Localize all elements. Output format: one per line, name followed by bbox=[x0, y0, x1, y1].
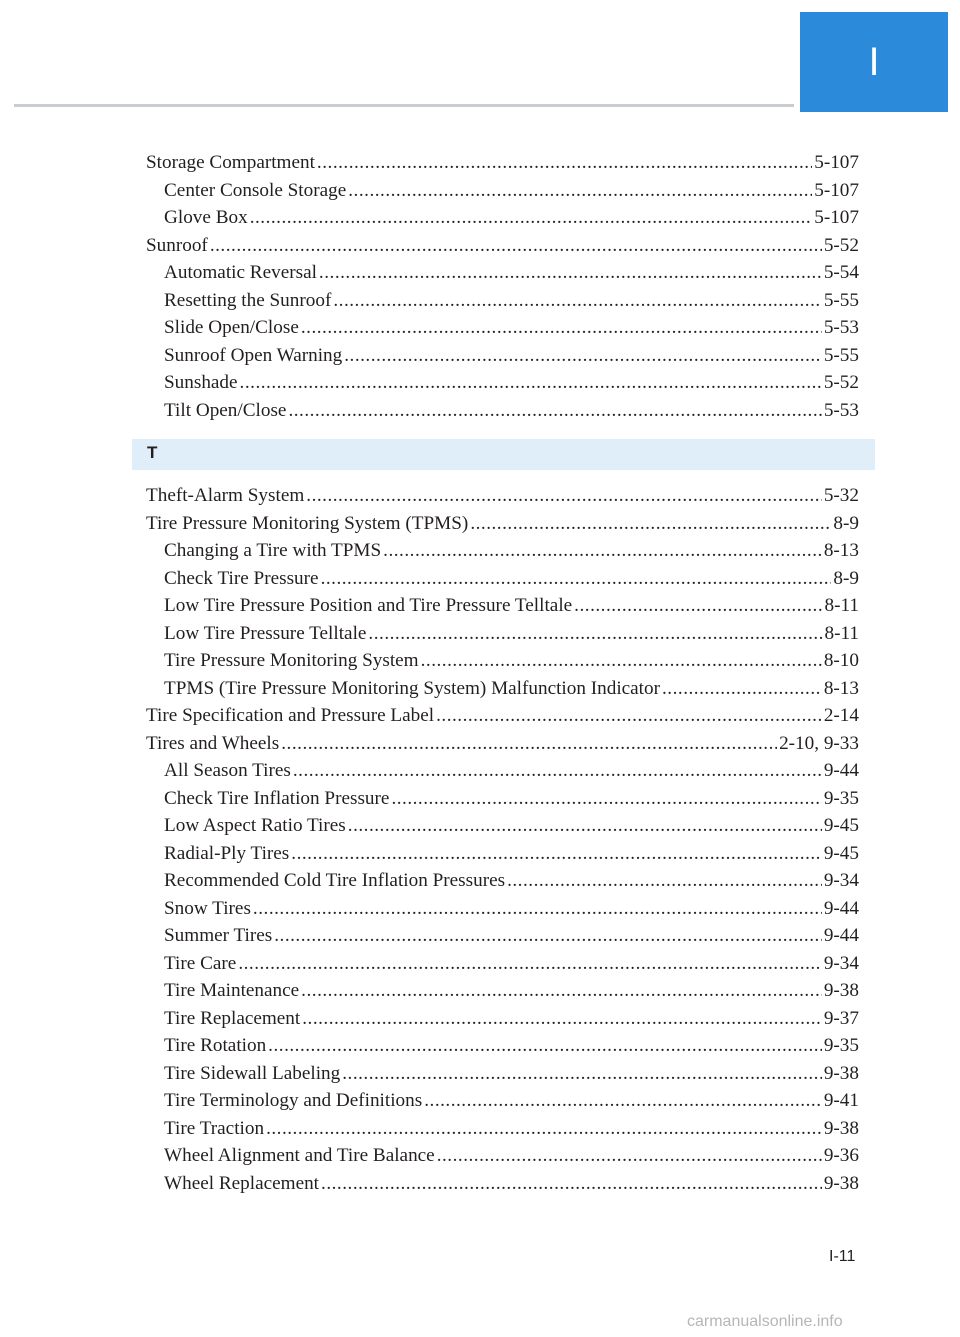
header-rule bbox=[14, 104, 794, 107]
index-entry bbox=[146, 149, 859, 177]
entry-label: Radial-Ply Tires bbox=[164, 842, 290, 864]
dot-leader bbox=[368, 620, 822, 648]
dot-leader bbox=[238, 950, 822, 978]
index-block-t bbox=[146, 482, 859, 1197]
index-entry bbox=[146, 620, 859, 648]
entry-label: Tire Traction bbox=[164, 1117, 265, 1139]
dot-leader bbox=[344, 342, 822, 370]
index-tab bbox=[800, 12, 948, 112]
entry-label: Tire Specification and Pressure Label bbox=[146, 705, 435, 726]
entry-page: 8-13 bbox=[823, 540, 859, 561]
dot-leader bbox=[436, 702, 822, 730]
entry-page: 9-34 bbox=[823, 952, 859, 974]
index-entry bbox=[146, 177, 859, 205]
dot-leader bbox=[321, 565, 832, 593]
entry-label: Storage Compartment bbox=[146, 152, 315, 173]
index-entry bbox=[146, 675, 859, 703]
dot-leader bbox=[321, 1170, 822, 1198]
entry-label: Low Tire Pressure Position and Tire Pressure Telltale bbox=[164, 595, 573, 616]
dot-leader bbox=[424, 1087, 822, 1115]
entry-page: 9-44 bbox=[823, 760, 859, 781]
entry-label: Sunshade bbox=[164, 372, 238, 393]
index-entry bbox=[146, 757, 859, 785]
index-entry bbox=[146, 922, 859, 950]
dot-leader bbox=[210, 232, 822, 260]
entry-page: 9-37 bbox=[823, 1007, 859, 1029]
index-entry bbox=[146, 592, 859, 620]
entry-label: Tire Pressure Monitoring System (TPMS) bbox=[146, 512, 469, 534]
entry-label: Tires and Wheels bbox=[146, 732, 280, 754]
index-entry bbox=[146, 287, 859, 315]
entry-page: 5-52 bbox=[823, 372, 859, 393]
entry-page: 8-9 bbox=[833, 567, 859, 589]
index-entry bbox=[146, 482, 859, 510]
entry-page: 9-44 bbox=[823, 925, 859, 946]
entry-page: 5-52 bbox=[823, 234, 859, 256]
dot-leader bbox=[507, 867, 822, 895]
entry-label: Tire Maintenance bbox=[164, 980, 300, 1001]
entry-page: 9-38 bbox=[823, 1117, 859, 1139]
entry-label: Resetting the Sunroof bbox=[164, 289, 332, 311]
entry-page: 5-107 bbox=[814, 179, 859, 201]
dot-leader bbox=[574, 592, 822, 620]
entry-page: 5-53 bbox=[823, 317, 859, 338]
entry-page: 5-107 bbox=[814, 152, 859, 173]
dot-leader bbox=[333, 287, 821, 315]
dot-leader bbox=[301, 977, 822, 1005]
index-entry bbox=[146, 204, 859, 232]
index-entry bbox=[146, 1115, 859, 1143]
index-entry bbox=[146, 730, 859, 758]
dot-leader bbox=[268, 1032, 822, 1060]
index-entry bbox=[146, 1170, 859, 1198]
section-header-t bbox=[132, 439, 875, 470]
index-entry bbox=[146, 702, 859, 730]
entry-page: 8-13 bbox=[823, 677, 859, 699]
entry-page: 8-10 bbox=[823, 650, 859, 671]
index-entry bbox=[146, 1060, 859, 1088]
entry-label: Low Aspect Ratio Tires bbox=[164, 815, 346, 836]
entry-label: Sunroof bbox=[146, 234, 208, 256]
index-entry bbox=[146, 1032, 859, 1060]
index-entry bbox=[146, 314, 859, 342]
entry-page: 9-41 bbox=[823, 1090, 859, 1111]
index-entry bbox=[146, 1005, 859, 1033]
index-entry bbox=[146, 785, 859, 813]
index-entry bbox=[146, 840, 859, 868]
index-entry bbox=[146, 565, 859, 593]
dot-leader bbox=[266, 1115, 822, 1143]
index-entry bbox=[146, 895, 859, 923]
entry-page: 9-44 bbox=[823, 897, 859, 919]
entry-label: Theft-Alarm System bbox=[146, 485, 305, 506]
section-letter: T bbox=[147, 443, 158, 462]
dot-leader bbox=[348, 177, 812, 205]
index-entry bbox=[146, 867, 859, 895]
entry-label: Automatic Reversal bbox=[164, 262, 317, 283]
dot-leader bbox=[470, 510, 831, 538]
watermark: carmanualsonline.info bbox=[687, 1313, 843, 1330]
entry-page: 9-35 bbox=[823, 1035, 859, 1056]
entry-page: 9-35 bbox=[823, 787, 859, 809]
dot-leader bbox=[301, 314, 822, 342]
entry-page: 5-55 bbox=[823, 289, 859, 311]
index-entry bbox=[146, 812, 859, 840]
dot-leader bbox=[662, 675, 822, 703]
index-entry bbox=[146, 977, 859, 1005]
page-number: I-11 bbox=[829, 1248, 856, 1265]
dot-leader bbox=[293, 757, 822, 785]
entry-label: Tire Replacement bbox=[164, 1007, 301, 1029]
dot-leader bbox=[302, 1005, 822, 1033]
entry-label: Recommended Cold Tire Inflation Pressures bbox=[164, 870, 506, 891]
entry-label: Wheel Replacement bbox=[164, 1172, 320, 1194]
entry-page: 5-53 bbox=[823, 399, 859, 421]
dot-leader bbox=[342, 1060, 822, 1088]
entry-page: 9-36 bbox=[823, 1145, 859, 1166]
entry-label: Center Console Storage bbox=[164, 179, 347, 201]
entry-label: All Season Tires bbox=[164, 760, 291, 781]
index-entry bbox=[146, 232, 859, 260]
dot-leader bbox=[274, 922, 822, 950]
index-entry bbox=[146, 647, 859, 675]
index-entry bbox=[146, 369, 859, 397]
index-entry bbox=[146, 537, 859, 565]
index-block-s bbox=[146, 149, 859, 424]
dot-leader bbox=[250, 204, 813, 232]
entry-page: 8-11 bbox=[824, 595, 859, 616]
dot-leader bbox=[306, 482, 822, 510]
entry-label: Tire Care bbox=[164, 952, 237, 974]
entry-page: 5-107 bbox=[814, 207, 859, 228]
entry-page: 9-45 bbox=[823, 815, 859, 836]
entry-label: Tilt Open/Close bbox=[164, 399, 287, 421]
entry-label: Slide Open/Close bbox=[164, 317, 299, 338]
entry-label: TPMS (Tire Pressure Monitoring System) Malfunction Indicator bbox=[164, 677, 660, 699]
entry-page: 2-10, 9-33 bbox=[779, 732, 859, 754]
dot-leader bbox=[383, 537, 822, 565]
entry-label: Snow Tires bbox=[164, 897, 251, 919]
entry-label: Tire Sidewall Labeling bbox=[164, 1062, 341, 1084]
entry-page: 8-11 bbox=[824, 622, 859, 644]
dot-leader bbox=[291, 840, 822, 868]
entry-label: Changing a Tire with TPMS bbox=[164, 540, 382, 561]
entry-page: 8-9 bbox=[833, 512, 859, 534]
dot-leader bbox=[391, 785, 821, 813]
index-entry bbox=[146, 1087, 859, 1115]
entry-label: Low Tire Pressure Telltale bbox=[164, 622, 367, 644]
dot-leader bbox=[240, 369, 822, 397]
entry-page: 9-38 bbox=[823, 1172, 859, 1194]
dot-leader bbox=[348, 812, 822, 840]
dot-leader bbox=[319, 259, 822, 287]
entry-page: 9-38 bbox=[823, 1062, 859, 1084]
entry-label: Summer Tires bbox=[164, 925, 273, 946]
entry-label: Glove Box bbox=[164, 207, 248, 228]
entry-label: Wheel Alignment and Tire Balance bbox=[164, 1145, 435, 1166]
entry-label: Tire Terminology and Definitions bbox=[164, 1090, 423, 1111]
index-entry bbox=[146, 259, 859, 287]
dot-leader bbox=[288, 397, 821, 425]
index-entry bbox=[146, 950, 859, 978]
entry-label: Tire Rotation bbox=[164, 1035, 267, 1056]
entry-page: 9-45 bbox=[823, 842, 859, 864]
index-entry bbox=[146, 342, 859, 370]
entry-page: 2-14 bbox=[823, 705, 859, 726]
dot-leader bbox=[281, 730, 777, 758]
index-entry bbox=[146, 397, 859, 425]
entry-label: Sunroof Open Warning bbox=[164, 344, 343, 366]
entry-page: 5-32 bbox=[823, 485, 859, 506]
index-entry bbox=[146, 1142, 859, 1170]
dot-leader bbox=[253, 895, 822, 923]
dot-leader bbox=[421, 647, 822, 675]
entry-page: 9-38 bbox=[823, 980, 859, 1001]
entry-page: 9-34 bbox=[823, 870, 859, 891]
index-entry bbox=[146, 510, 859, 538]
entry-page: 5-55 bbox=[823, 344, 859, 366]
dot-leader bbox=[317, 149, 812, 177]
entry-page: 5-54 bbox=[823, 262, 859, 283]
entry-label: Check Tire Inflation Pressure bbox=[164, 787, 390, 809]
index-tab-label: I bbox=[868, 39, 880, 84]
entry-label: Check Tire Pressure bbox=[164, 567, 319, 589]
dot-leader bbox=[437, 1142, 822, 1170]
entry-label: Tire Pressure Monitoring System bbox=[164, 650, 419, 671]
